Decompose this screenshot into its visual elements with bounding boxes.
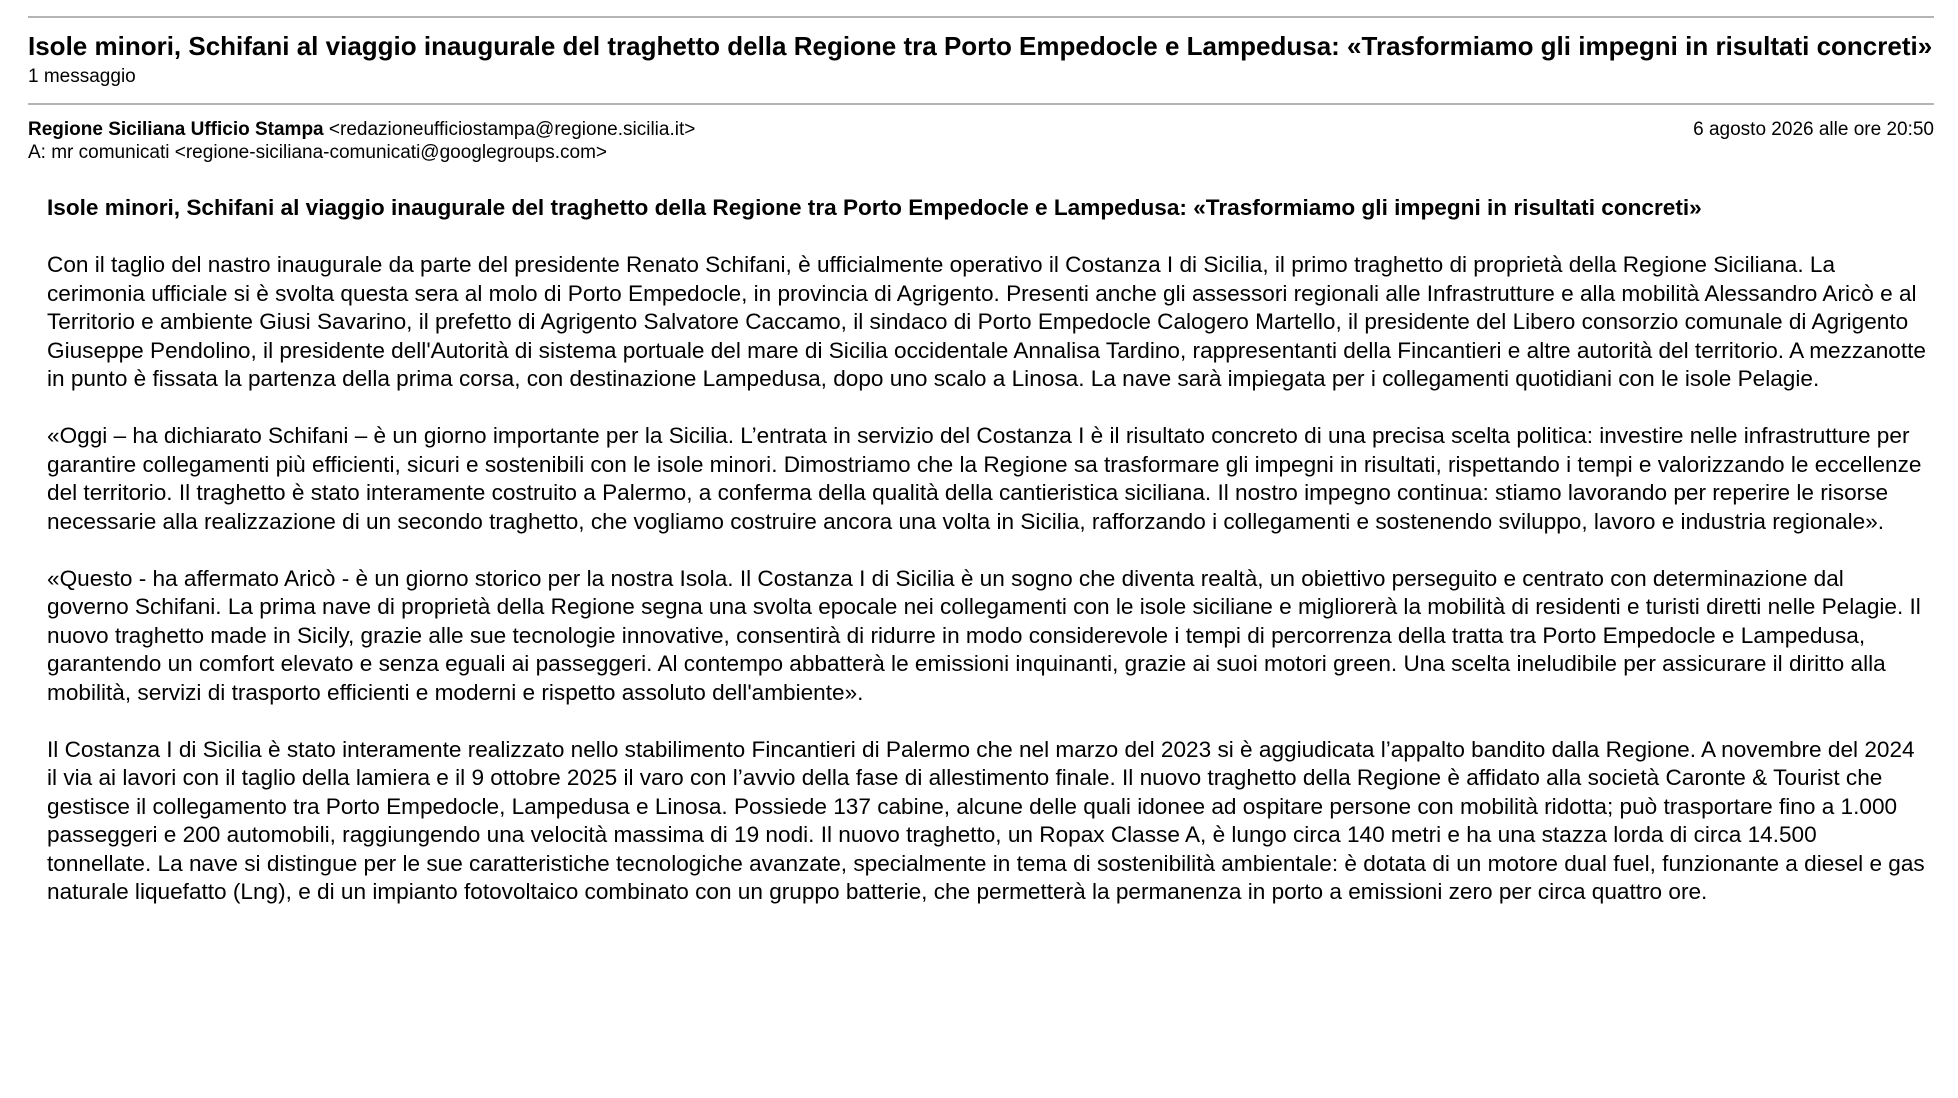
message-header: [28, 118, 1934, 164]
body-paragraph: «Oggi – ha dichiarato Schifani – è un giorno importante per la Sicilia. L’entrata in servizio del Costanza I è il risultato concreto di una precisa scelta politica: investire nelle infrastrutture per garantire collegamenti più efficienti, sicuri e sostenibili con le isole minori. Dimostriamo che la Regione sa trasformare gli impegni in risultati, rispettando i tempi e valorizzando le eccellenze del territorio. Il traghetto è stato interamente costruito a Palermo, a conferma della qualità della cantieristica siciliana. Il nostro impegno continua: stiamo lavorando per reperire le risorse necessarie alla realizzazione di un secondo traghetto, che vogliamo costruire ancora una volta in Sicilia, rafforzando i collegamenti e sostenendo sviluppo, lavoro e industria regionale».: [47, 423, 1922, 534]
body-title: Isole minori, Schifani al viaggio inaugurale del traghetto della Regione tra Porto Empedocle e Lampedusa: «Trasformiamo gli impegni in risultati concreti»: [47, 195, 1702, 220]
message-count: 1 messaggio: [28, 66, 136, 87]
top-divider: [28, 16, 1934, 18]
body-paragraph: «Questo - ha affermato Aricò - è un giorno storico per la nostra Isola. Il Costanza I di Sicilia è un sogno che diventa realtà, un obiettivo perseguito e centrato con determinazione dal governo Schifani. La prima nave di proprietà della Regione segna una svolta epocale nei collegamenti con le isole siciliane e migliorerà la mobilità di residenti e turisti diretti nelle Pelagie. Il nuovo traghetto made in Sicily, grazie alle sue tecnologie innovative, consentirà di ridurre in modo considerevole i tempi di percorrenza della tratta tra Porto Empedocle e Lampedusa, garantendo un comfort elevato e senza eguali ai passeggeri. Al contempo abbatterà le emissioni inquinanti, grazie ai suoi motori green. Una scelta ineludibile per assicurare il diritto alla mobilità, servizi di trasporto efficienti e moderni e rispetto assoluto dell'ambiente».: [47, 565, 1921, 705]
message-body: [47, 194, 1927, 907]
email-print-page: [28, 0, 1934, 907]
email-subject: Isole minori, Schifani al viaggio inaugurale del traghetto della Regione tra Porto Empedocle e Lampedusa: «Trasformiamo gli impegni in risultati concreti»: [28, 31, 1933, 61]
sender-name: Regione Siciliana Ufficio Stampa: [28, 119, 324, 140]
body-paragraph: Il Costanza I di Sicilia è stato interamente realizzato nello stabilimento Fincantieri di Palermo che nel marzo del 2023 si è aggiudicata l’appalto bandito dalla Regione. A novembre del 2024 il via ai lavori con il taglio della lamiera e il 9 ottobre 2025 il varo con l’avvio della fase di allestimento finale. Il nuovo traghetto della Regione è affidato alla società Caronte & Tourist che gestisce il collegamento tra Porto Empedocle, Lampedusa e Linosa. Possiede 137 cabine, alcune delle quali idonee ad ospitare persone con mobilità ridotta; può trasportare fino a 1.000 passeggeri e 200 automobili, raggiungendo una velocità massima di 19 nodi. Il nuovo traghetto, un Ropax Classe A, è lungo circa 140 metri e ha una stazza lorda di circa 14.500 tonnellate. La nave si distingue per le sue caratteristiche tecnologiche avanzate, specialmente in tema di sostenibilità ambientale: è dotata di un motore dual fuel, funzionante a diesel e gas naturale liquefatto (Lng), e di un impianto fotovoltaico combinato con un gruppo batterie, che permetterà la permanenza in porto a emissioni zero per circa quattro ore.: [47, 736, 1925, 904]
recipient-line: A: mr comunicati <regione-siciliana-comunicati@googlegroups.com>: [28, 142, 607, 163]
sender-address: <redazioneufficiostampa@regione.sicilia.it>: [328, 119, 696, 140]
header-divider: [28, 103, 1934, 105]
message-date: 6 agosto 2026 alle ore 20:50: [1693, 119, 1934, 140]
sender-line: [28, 118, 1934, 141]
body-paragraph: Con il taglio del nastro inaugurale da parte del presidente Renato Schifani, è ufficialmente operativo il Costanza I di Sicilia, il primo traghetto di proprietà della Regione Siciliana. La cerimonia ufficiale si è svolta questa sera al molo di Porto Empedocle, in provincia di Agrigento. Presenti anche gli assessori regionali alle Infrastrutture e alla mobilità Alessandro Aricò e al Territorio e ambiente Giusi Savarino, il prefetto di Agrigento Salvatore Caccamo, il sindaco di Porto Empedocle Calogero Martello, il presidente del Libero consorzio comunale di Agrigento Giuseppe Pendolino, il presidente dell'Autorità di sistema portuale del mare di Sicilia occidentale Annalisa Tardino, rappresentanti della Fincantieri e altre autorità del territorio. A mezzanotte in punto è fissata la partenza della prima corsa, con destinazione Lampedusa, dopo uno scalo a Linosa. La nave sarà impiegata per i collegamenti quotidiani con le isole Pelagie.: [47, 252, 1926, 391]
